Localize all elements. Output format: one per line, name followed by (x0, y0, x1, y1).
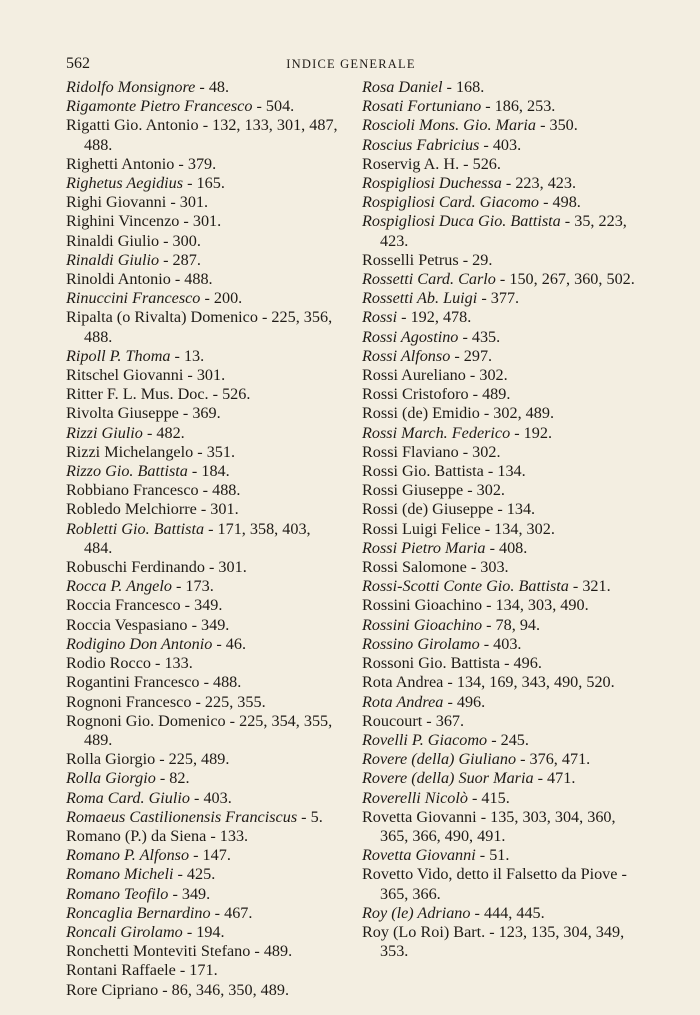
entry-name: Rota Andrea (362, 692, 444, 711)
entry-pages: - 349. (187, 615, 230, 634)
index-entry (362, 520, 636, 539)
index-entry (66, 385, 340, 404)
entry-pages: - 225, 489. (155, 750, 230, 769)
index-entry (66, 251, 340, 270)
index-entry (66, 443, 340, 462)
index-entry (66, 520, 340, 558)
entry-pages: - 86, 346, 350, 489. (158, 980, 290, 999)
entry-name: Rigamonte Pietro Francesco (66, 97, 253, 116)
entry-name: Rota Andrea (362, 673, 444, 692)
index-entry (362, 481, 636, 500)
entry-pages: - 297. (450, 346, 493, 365)
index-entry (66, 481, 340, 500)
entry-name: Romano Teofilo (66, 884, 169, 903)
entry-pages: - 301. (183, 366, 226, 385)
entry-pages: - 29. (458, 250, 493, 269)
entry-pages: - 123, 135, 304, 349, 353. (380, 922, 625, 961)
entry-pages: - 365, 366. (380, 865, 627, 903)
index-entry (362, 289, 636, 308)
index-entry (362, 865, 636, 903)
entry-name: Rovere (della) Giuliano (362, 750, 517, 769)
entry-name: Rossetti Card. Carlo (362, 270, 496, 289)
index-entry (66, 78, 340, 97)
entry-name: Roservig A. H. (362, 154, 460, 173)
entry-name: Robletti Gio. Battista (66, 519, 205, 538)
entry-name: Rossi Luigi Felice (362, 519, 481, 538)
entry-pages: - 351. (193, 442, 236, 461)
index-entry (362, 443, 636, 462)
entry-name: Rovere (della) Suor Maria (362, 769, 534, 788)
entry-pages: - 303. (466, 558, 509, 577)
index-entry (362, 750, 636, 769)
entry-pages: - 301. (196, 500, 239, 519)
entry-name: Roma Card. Giulio (66, 788, 190, 807)
entry-name: Ripalta (o Rivalta) Domenico (66, 308, 258, 327)
index-entry (66, 577, 340, 596)
entry-name: Roccia Francesco (66, 596, 181, 615)
index-entry (362, 328, 636, 347)
index-entry (362, 635, 636, 654)
index-entry (66, 865, 340, 884)
page-number: 562 (66, 55, 90, 72)
entry-name: Rossi Agostino (362, 327, 459, 346)
index-entry (66, 193, 340, 212)
entry-pages: - 403. (189, 788, 232, 807)
entry-name: Rossi (de) Giuseppe (362, 500, 494, 519)
entry-pages: - 377. (477, 289, 520, 308)
entry-pages: - 147. (189, 846, 231, 865)
index-entry (362, 596, 636, 615)
index-entry (66, 366, 340, 385)
entry-pages: - 349. (180, 596, 223, 615)
entry-pages: - 223, 423. (501, 174, 577, 193)
entry-name: Rovetta Giovanni (362, 846, 476, 865)
entry-pages: - 526. (459, 154, 501, 173)
entry-pages: - 46. (212, 634, 247, 653)
entry-name: Rovelli P. Giacomo (362, 730, 488, 749)
index-entry (66, 404, 340, 423)
entry-pages: - 192. (510, 423, 553, 442)
index-entry (362, 558, 636, 577)
entry-name: Rossi Cristoforo (362, 385, 469, 404)
entry-pages: - 302. (465, 366, 508, 385)
index-entry (362, 116, 636, 135)
entry-pages: - 51. (475, 846, 510, 865)
entry-pages: - 369. (178, 404, 221, 423)
entry-pages: - 133. (206, 826, 249, 845)
entry-name: Ritschel Giovanni (66, 366, 184, 385)
entry-pages: - 496. (500, 654, 542, 673)
page-header (66, 55, 636, 77)
entry-name: Rosselli Petrus (362, 250, 459, 269)
entry-pages: - 78, 94. (482, 615, 541, 634)
entry-name: Rossino Girolamo (362, 634, 480, 653)
entry-name: Roverelli Nicolò (362, 788, 468, 807)
entry-name: Roy (le) Adriano (362, 903, 471, 922)
entry-pages: - 301. (166, 193, 209, 212)
index-entry (66, 846, 340, 865)
entry-pages: - 350. (536, 116, 578, 135)
index-entry (66, 673, 340, 692)
index-entry (362, 769, 636, 788)
entry-name: Rossi March. Federico (362, 423, 511, 442)
entry-name: Rivolta Giuseppe (66, 404, 179, 423)
index-entry (362, 193, 636, 212)
entry-name: Rolla Giorgio (66, 769, 156, 788)
index-entry (362, 174, 636, 193)
entry-pages: - 171, 358, 403, 484. (84, 519, 311, 557)
index-entry (66, 596, 340, 615)
entry-name: Robuschi Ferdinando (66, 558, 205, 577)
entry-name: Righi Giovanni (66, 193, 167, 212)
entry-pages: - 150, 267, 360, 502. (495, 270, 635, 289)
index-entry (362, 673, 636, 692)
entry-pages: - 184. (187, 462, 230, 481)
entry-name: Ridolfo Monsignore (66, 78, 196, 96)
entry-name: Robledo Melchiorre (66, 500, 197, 519)
entry-name: Rigatti Gio. Antonio (66, 116, 199, 135)
entry-pages: - 173. (171, 577, 214, 596)
entry-name: Rossi (362, 308, 398, 327)
entry-pages: - 82. (155, 769, 190, 788)
index-entry (66, 712, 340, 750)
entry-name: Romano Micheli (66, 865, 174, 884)
entry-name: Rizzi Giulio (66, 423, 143, 442)
entry-pages: - 48. (195, 78, 230, 96)
index-entry (362, 712, 636, 731)
entry-name: Rossi Alfonso (362, 346, 451, 365)
entry-pages: - 301. (204, 558, 247, 577)
entry-pages: - 498. (539, 193, 581, 212)
entry-name: Rogantini Francesco (66, 673, 200, 692)
entry-name: Rossi Flaviano (362, 442, 459, 461)
entry-name: Roncali Girolamo (66, 922, 183, 941)
running-head: INDICE GENERALE (286, 57, 416, 71)
index-entry (66, 750, 340, 769)
entry-pages: - 489. (468, 385, 511, 404)
entry-pages: - 287. (159, 250, 201, 269)
entry-pages: - 467. (210, 903, 253, 922)
entry-pages: - 488. (198, 481, 241, 500)
entry-name: Rossi-Scotti Conte Gio. Battista (362, 577, 569, 596)
entry-pages: - 165. (183, 174, 225, 193)
entry-pages: - 415. (467, 788, 510, 807)
index-entry (66, 212, 340, 231)
entry-name: Rossi Pietro Maria (362, 538, 486, 557)
entry-pages: - 302. (463, 481, 505, 500)
entry-name: Rossini Gioachino (362, 615, 483, 634)
entry-name: Rosa Daniel (362, 78, 443, 96)
index-entry (66, 885, 340, 904)
entry-pages: - 225, 356, 488. (84, 308, 333, 346)
index-entry (362, 97, 636, 116)
entry-pages: - 526. (208, 385, 251, 404)
entry-name: Robbiano Francesco (66, 481, 199, 500)
entry-name: Rinuccini Francesco (66, 289, 201, 308)
entry-name: Rognoni Francesco (66, 692, 192, 711)
index-entry (362, 693, 636, 712)
entry-pages: - 132, 133, 301, 487, 488. (84, 116, 338, 154)
entry-name: Rovetta Giovanni (362, 807, 477, 826)
entry-pages: - 186, 253. (481, 97, 556, 116)
entry-pages: - 245. (487, 730, 529, 749)
index-entry (362, 155, 636, 174)
entry-pages: - 403. (479, 135, 522, 154)
index-entry (66, 789, 340, 808)
index-entry (66, 347, 340, 366)
index-entry (362, 923, 636, 961)
entry-pages: - 376, 471. (516, 750, 591, 769)
index-entry (362, 347, 636, 366)
entry-pages: - 379. (174, 154, 217, 173)
entry-name: Rosati Fortuniano (362, 97, 482, 116)
entry-name: Rossi Salomone (362, 558, 467, 577)
entry-pages: - 192, 478. (397, 308, 472, 327)
entry-name: Roucourt (362, 711, 423, 730)
entry-name: Rossini Gioachino (362, 596, 483, 615)
entry-name: Rospigliosi Duchessa (362, 174, 502, 193)
entry-pages: - 403. (479, 634, 522, 653)
entry-name: Ritter F. L. Mus. Doc. (66, 385, 209, 404)
entry-name: Rossi Aureliano (362, 366, 466, 385)
entry-pages: - 13. (170, 346, 205, 365)
index-entry (362, 654, 636, 673)
index-entry (66, 808, 340, 827)
index-entry (362, 212, 636, 250)
entry-pages: - 488. (170, 270, 213, 289)
index-entry (362, 500, 636, 519)
index-entry (362, 270, 636, 289)
entry-name: Roy (Lo Roi) Bart. (362, 922, 486, 941)
index-entry (362, 904, 636, 923)
index-entry (66, 289, 340, 308)
entry-name: Rossi (de) Emidio (362, 404, 480, 423)
index-entry (362, 78, 636, 97)
entry-name: Rodio Rocco (66, 654, 151, 673)
entry-pages: - 321. (568, 577, 611, 596)
entry-name: Roncaglia Bernardino (66, 903, 211, 922)
entry-pages: - 489. (250, 942, 293, 961)
entry-name: Rospigliosi Duca Gio. Battista (362, 212, 561, 231)
entry-name: Romano (P.) da Siena (66, 826, 207, 845)
entry-pages: - 425. (173, 865, 216, 884)
entry-name: Rodigino Don Antonio (66, 634, 213, 653)
entry-name: Roscioli Mons. Gio. Maria (362, 116, 537, 135)
index-entry (66, 693, 340, 712)
index-entry (66, 462, 340, 481)
entry-pages: - 225, 354, 355, 489. (84, 711, 333, 749)
entry-name: Romano P. Alfonso (66, 846, 190, 865)
index-entry (66, 942, 340, 961)
entry-name: Righetus Aegidius (66, 174, 184, 193)
index-entry (66, 904, 340, 923)
entry-name: Rospigliosi Card. Giacomo (362, 193, 540, 212)
right-index-column (362, 78, 636, 961)
index-entry (362, 404, 636, 423)
index-entry (66, 654, 340, 673)
entry-pages: - 134. (483, 462, 526, 481)
index-entry (66, 500, 340, 519)
entry-name: Rovetto Vido, detto il Falsetto da Piove (362, 865, 618, 884)
index-entry (66, 116, 340, 154)
entry-pages: - 135, 303, 304, 360, 365, 366, 490, 491. (380, 807, 616, 845)
index-entry (66, 923, 340, 942)
entry-name: Rolla Giorgio (66, 750, 156, 769)
entry-pages: - 496. (443, 692, 486, 711)
entry-pages: - 504. (252, 97, 295, 116)
entry-pages: - 444, 445. (470, 903, 545, 922)
index-entry (66, 232, 340, 251)
index-entry (66, 308, 340, 346)
index-entry (66, 424, 340, 443)
entry-name: Rossi Giuseppe (362, 481, 464, 500)
entry-pages: - 194. (182, 922, 225, 941)
index-entry (362, 789, 636, 808)
entry-name: Rossetti Ab. Luigi (362, 289, 478, 308)
index-entry (66, 558, 340, 577)
index-entry (362, 366, 636, 385)
entry-name: Romaeus Castilionensis Franciscus (66, 807, 298, 826)
entry-pages: - 171. (175, 961, 218, 980)
entry-pages: - 200. (200, 289, 243, 308)
index-entry (362, 539, 636, 558)
entry-pages: - 471. (533, 769, 576, 788)
index-entry (362, 846, 636, 865)
entry-pages: - 349. (168, 884, 211, 903)
entry-name: Roscius Fabricius (362, 135, 480, 154)
index-entry (66, 769, 340, 788)
entry-pages: - 488. (199, 673, 242, 692)
entry-pages: - 302, 489. (479, 404, 554, 423)
entry-pages: - 302. (458, 442, 501, 461)
index-entry (66, 155, 340, 174)
entry-name: Rossoni Gio. Battista (362, 654, 501, 673)
entry-name: Righini Vincenzo (66, 212, 180, 231)
index-entry (362, 136, 636, 155)
index-entry (66, 961, 340, 980)
index-entry (66, 981, 340, 1000)
entry-name: Rontani Raffaele (66, 961, 176, 980)
entry-pages: - 168. (442, 78, 485, 96)
index-entry (66, 635, 340, 654)
entry-name: Rizzo Gio. Battista (66, 462, 188, 481)
entry-pages: - 435. (458, 327, 501, 346)
entry-pages: - 5. (297, 807, 323, 826)
entry-name: Righetti Antonio (66, 154, 175, 173)
entry-pages: - 134, 303, 490. (482, 596, 589, 615)
entry-pages: - 133. (150, 654, 193, 673)
index-entry (362, 424, 636, 443)
index-entry (66, 827, 340, 846)
entry-name: Rinaldi Giulio (66, 250, 160, 269)
index-entry (362, 385, 636, 404)
index-entry (362, 462, 636, 481)
index-entry (362, 731, 636, 750)
entry-pages: - 482. (142, 423, 185, 442)
entry-name: Rizzi Michelangelo (66, 442, 194, 461)
index-entry (362, 308, 636, 327)
entry-pages: - 301. (179, 212, 222, 231)
entry-name: Roccia Vespasiano (66, 615, 188, 634)
index-entry (66, 270, 340, 289)
index-entry (362, 616, 636, 635)
entry-name: Rocca P. Angelo (66, 577, 172, 596)
entry-name: Rossi Gio. Battista (362, 462, 484, 481)
entry-pages: - 134, 302. (480, 519, 555, 538)
entry-pages: - 300. (159, 231, 201, 250)
entry-pages: - 408. (485, 538, 528, 557)
entry-name: Rinaldi Giulio (66, 231, 160, 250)
entry-name: Rore Cipriano (66, 980, 159, 999)
index-entry (66, 616, 340, 635)
index-entry (362, 251, 636, 270)
index-entry (66, 97, 340, 116)
entry-pages: - 134, 169, 343, 490, 520. (443, 673, 615, 692)
entry-pages: - 35, 223, 423. (380, 212, 627, 250)
entry-pages: - 225, 355. (191, 692, 266, 711)
entry-name: Rognoni Gio. Domenico (66, 711, 226, 730)
index-entry (362, 577, 636, 596)
index-entry (66, 174, 340, 193)
entry-pages: - 134. (493, 500, 536, 519)
index-entry (362, 808, 636, 846)
entry-pages: - 367. (422, 711, 465, 730)
entry-name: Rinoldi Antonio (66, 270, 171, 289)
entry-name: Ronchetti Monteviti Stefano (66, 942, 251, 961)
entry-name: Ripoll P. Thoma (66, 346, 171, 365)
left-index-column (66, 78, 340, 1000)
